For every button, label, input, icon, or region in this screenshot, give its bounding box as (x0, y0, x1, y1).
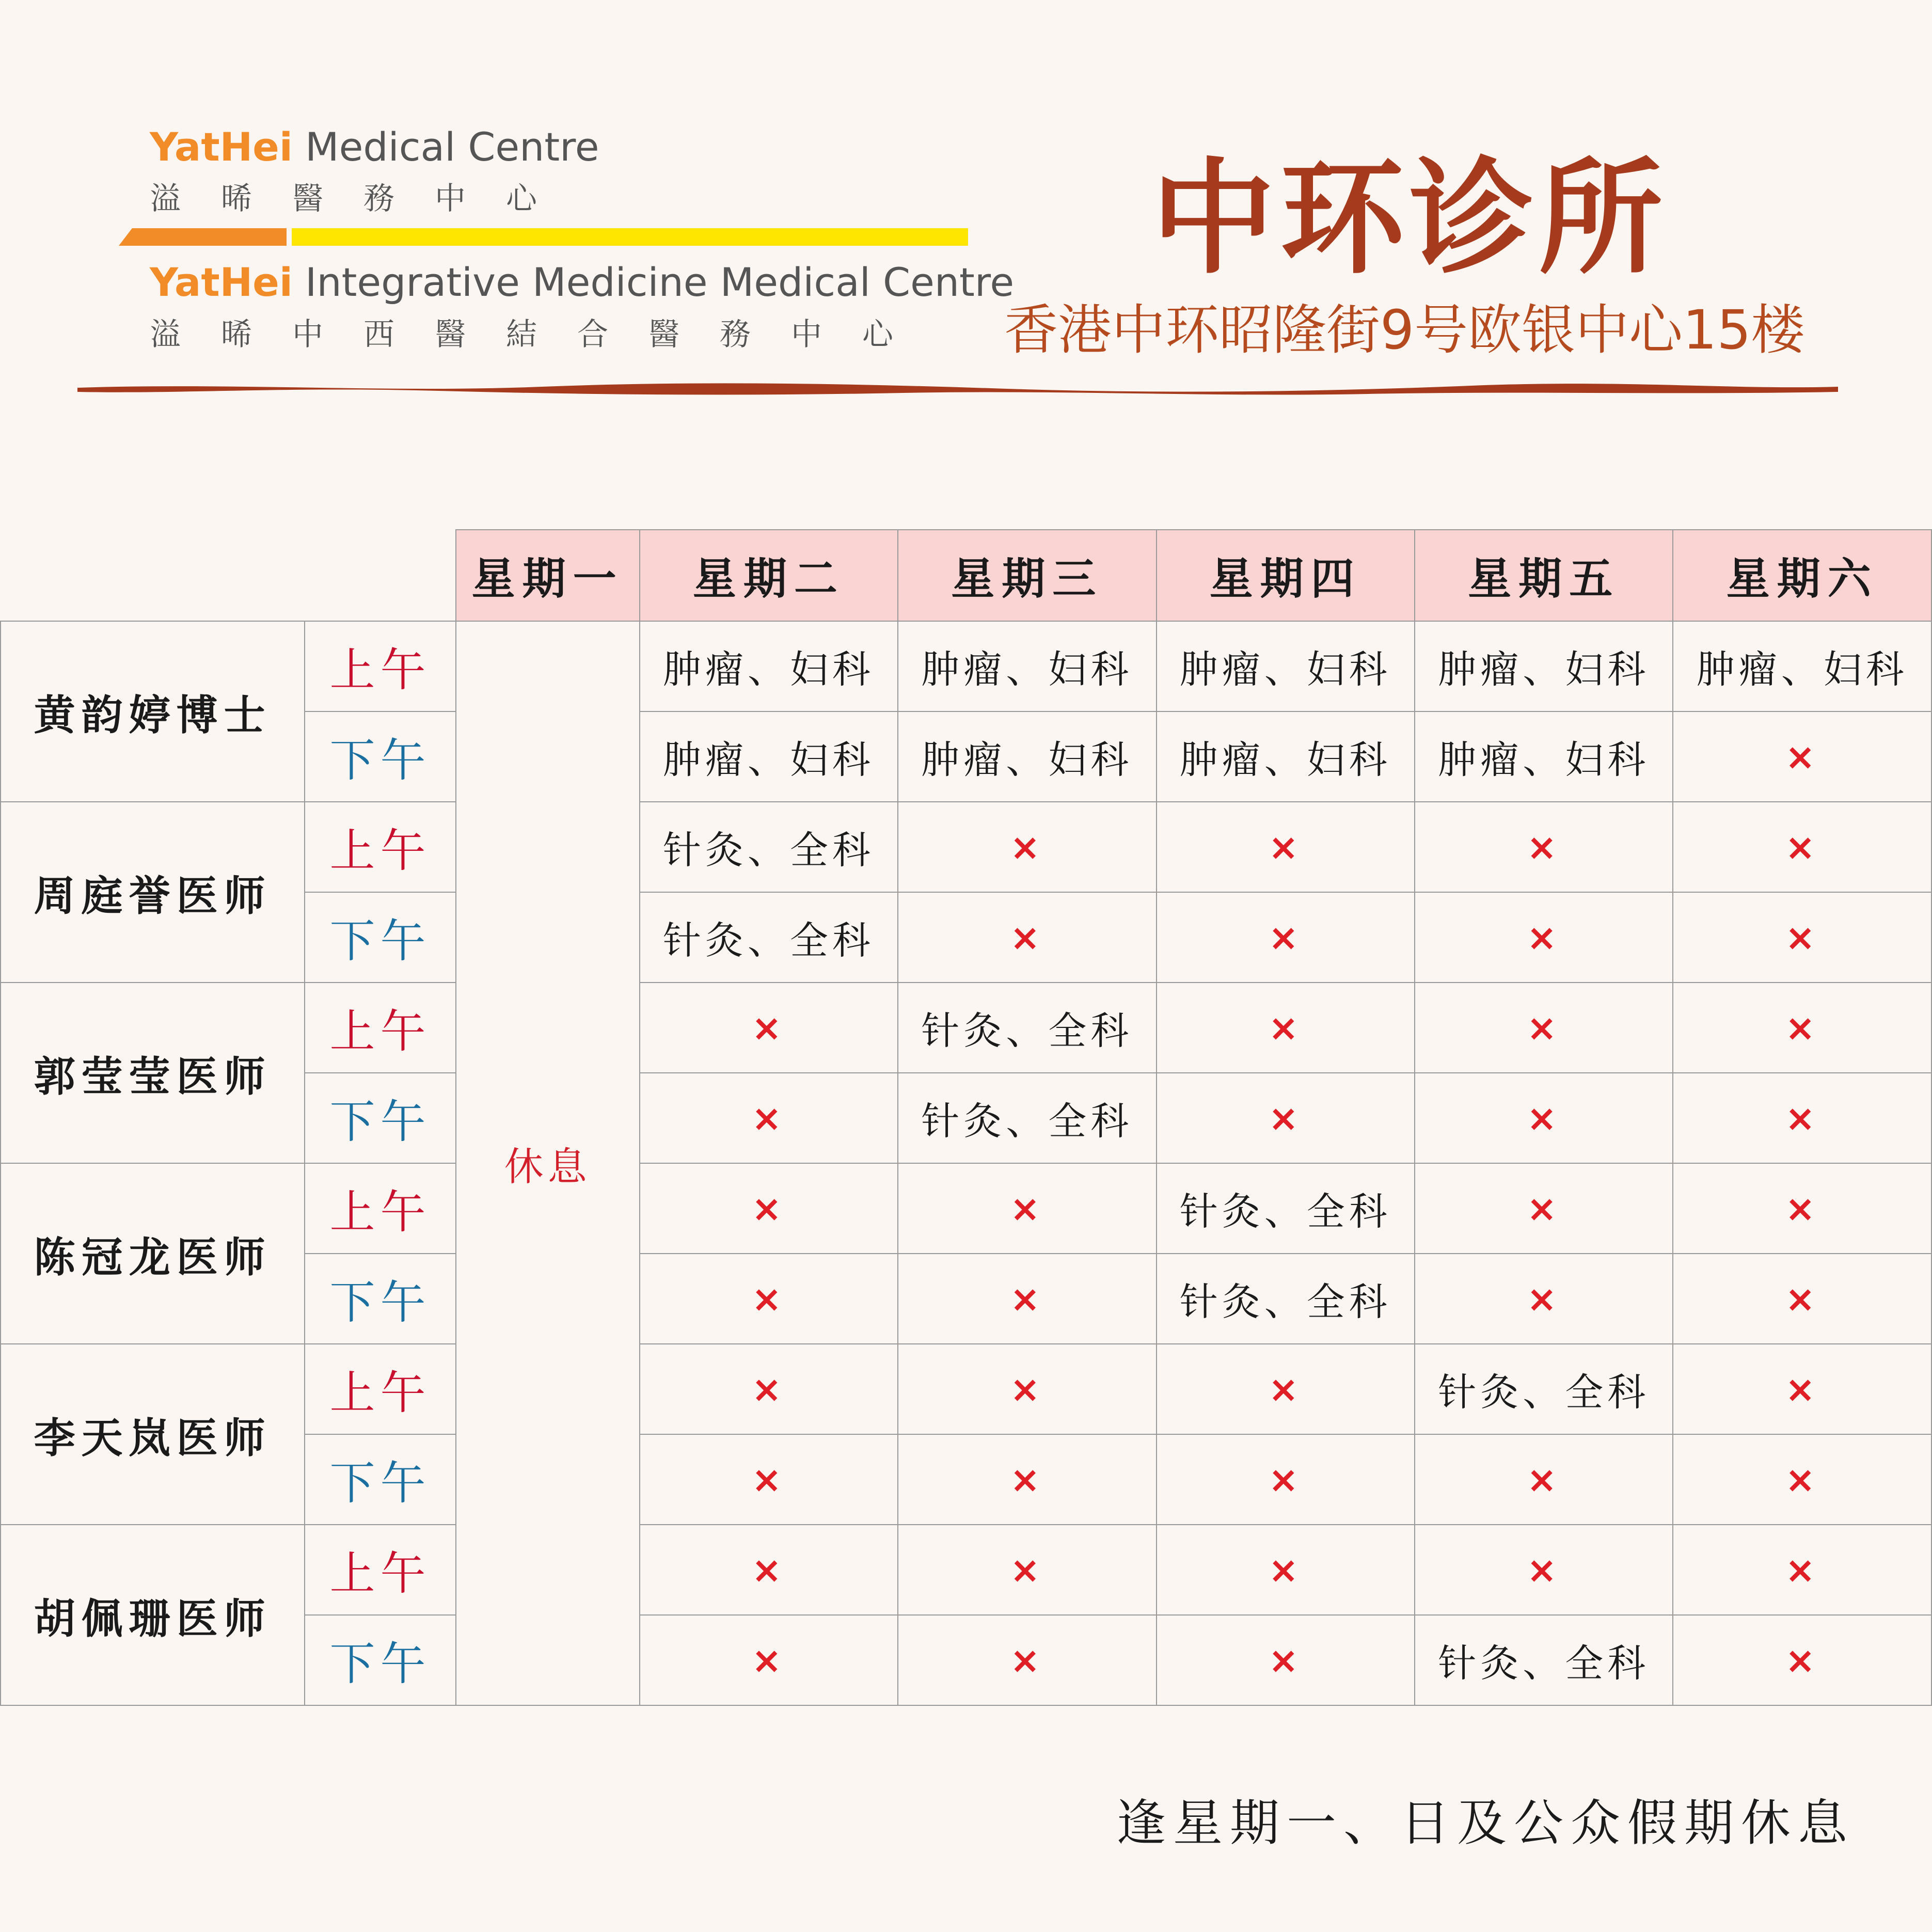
unavailable-mark: × (1157, 802, 1415, 892)
logo-chinese-name: 溢晞醫務中心 (150, 181, 577, 217)
service-cell: 针灸、全科 (1157, 1254, 1415, 1344)
clinic-title: 中环诊所 (1151, 146, 1668, 291)
afternoon-label: 下午 (305, 711, 455, 802)
unavailable-mark: × (1415, 1163, 1673, 1254)
service-cell: 肿瘤、妇科 (898, 621, 1156, 711)
doctor-name: 胡佩珊医师 (1, 1525, 305, 1705)
schedule-row (1, 1344, 1931, 1434)
unavailable-mark: × (1415, 1073, 1673, 1163)
unavailable-mark: × (1673, 802, 1931, 892)
unavailable-mark: × (1415, 1525, 1673, 1615)
unavailable-mark: × (898, 1525, 1156, 1615)
unavailable-mark: × (898, 1254, 1156, 1344)
doctor-name: 黄韵婷博士 (1, 621, 305, 802)
doctor-name: 陈冠龙医师 (1, 1163, 305, 1344)
service-cell: 肿瘤、妇科 (1157, 711, 1415, 802)
unavailable-mark: × (1673, 1615, 1931, 1705)
unavailable-mark: × (898, 1344, 1156, 1434)
unavailable-mark: × (640, 1073, 898, 1163)
morning-label: 上午 (305, 802, 455, 892)
unavailable-mark: × (1673, 1344, 1931, 1434)
unavailable-mark: × (898, 1163, 1156, 1254)
clinic-address: 香港中环昭隆街9号欧银中心15楼 (1004, 298, 1805, 361)
unavailable-mark: × (1673, 1163, 1931, 1254)
schedule-row (1, 802, 1931, 892)
monday-closed-cell: 休息 (456, 621, 640, 1705)
schedule-row (1, 983, 1931, 1073)
service-cell: 针灸、全科 (898, 1073, 1156, 1163)
unavailable-mark: × (1415, 802, 1673, 892)
unavailable-mark: × (1157, 892, 1415, 983)
service-cell: 肿瘤、妇科 (1415, 621, 1673, 711)
day-header: 星期四 (1157, 530, 1415, 621)
unavailable-mark: × (898, 1434, 1156, 1525)
schedule-row (1, 1163, 1931, 1254)
corner-cell (1, 530, 456, 621)
morning-label: 上午 (305, 1163, 455, 1254)
unavailable-mark: × (640, 983, 898, 1073)
schedule-header-row (1, 530, 1931, 621)
unavailable-mark: × (1157, 1615, 1415, 1705)
morning-label: 上午 (305, 621, 455, 711)
unavailable-mark: × (1157, 1344, 1415, 1434)
doctor-name: 郭莹莹医师 (1, 983, 305, 1163)
service-cell: 针灸、全科 (1415, 1615, 1673, 1705)
schedule-row (1, 621, 1931, 711)
logo-english-subname: YatHei Integrative Medicine Medical Centre (150, 259, 1015, 305)
unavailable-mark: × (1157, 1073, 1415, 1163)
unavailable-mark: × (1673, 1254, 1931, 1344)
unavailable-mark: × (1673, 1525, 1931, 1615)
afternoon-label: 下午 (305, 1254, 455, 1344)
unavailable-mark: × (1673, 711, 1931, 802)
unavailable-mark: × (1157, 1525, 1415, 1615)
unavailable-mark: × (1157, 1434, 1415, 1525)
afternoon-label: 下午 (305, 1073, 455, 1163)
service-cell: 肿瘤、妇科 (1157, 621, 1415, 711)
unavailable-mark: × (640, 1254, 898, 1344)
unavailable-mark: × (898, 892, 1156, 983)
service-cell: 肿瘤、妇科 (640, 621, 898, 711)
service-cell: 针灸、全科 (640, 802, 898, 892)
unavailable-mark: × (640, 1434, 898, 1525)
doctor-name: 李天岚医师 (1, 1344, 305, 1525)
unavailable-mark: × (1673, 892, 1931, 983)
unavailable-mark: × (1415, 1434, 1673, 1525)
service-cell: 肿瘤、妇科 (898, 711, 1156, 802)
unavailable-mark: × (1673, 1434, 1931, 1525)
unavailable-mark: × (1415, 1254, 1673, 1344)
unavailable-mark: × (1157, 983, 1415, 1073)
clinic-logo (114, 124, 1015, 361)
schedule-table (0, 529, 1932, 1706)
brush-divider (77, 379, 1838, 398)
logo-yellow-bar (292, 228, 968, 246)
logo-chinese-subname: 溢晞中西醫結合醫務中心 (150, 316, 933, 353)
morning-label: 上午 (305, 983, 455, 1073)
morning-label: 上午 (305, 1344, 455, 1434)
service-cell: 肿瘤、妇科 (1673, 621, 1931, 711)
unavailable-mark: × (1673, 983, 1931, 1073)
service-cell: 针灸、全科 (640, 892, 898, 983)
unavailable-mark: × (640, 1344, 898, 1434)
day-header: 星期一 (456, 530, 640, 621)
closure-note: 逢星期一、日及公众假期休息 (1116, 1794, 1855, 1852)
unavailable-mark: × (898, 802, 1156, 892)
service-cell: 肿瘤、妇科 (1415, 711, 1673, 802)
unavailable-mark: × (1415, 983, 1673, 1073)
unavailable-mark: × (1673, 1073, 1931, 1163)
doctor-name: 周庭誉医师 (1, 802, 305, 983)
service-cell: 针灸、全科 (1157, 1163, 1415, 1254)
service-cell: 肿瘤、妇科 (640, 711, 898, 802)
afternoon-label: 下午 (305, 1434, 455, 1525)
day-header: 星期三 (898, 530, 1156, 621)
afternoon-label: 下午 (305, 892, 455, 983)
unavailable-mark: × (898, 1615, 1156, 1705)
unavailable-mark: × (640, 1525, 898, 1615)
day-header: 星期五 (1415, 530, 1673, 621)
unavailable-mark: × (1415, 892, 1673, 983)
schedule-body (1, 621, 1931, 1705)
logo-english-name: YatHei Medical Centre (150, 124, 599, 170)
day-header: 星期六 (1673, 530, 1931, 621)
service-cell: 针灸、全科 (1415, 1344, 1673, 1434)
morning-label: 上午 (305, 1525, 455, 1615)
logo-brand-text: YatHei (150, 124, 293, 170)
service-cell: 针灸、全科 (898, 983, 1156, 1073)
unavailable-mark: × (640, 1163, 898, 1254)
day-header: 星期二 (640, 530, 898, 621)
logo-orange-bar (119, 228, 287, 246)
unavailable-mark: × (640, 1615, 898, 1705)
schedule-row (1, 1525, 1931, 1615)
afternoon-label: 下午 (305, 1615, 455, 1705)
